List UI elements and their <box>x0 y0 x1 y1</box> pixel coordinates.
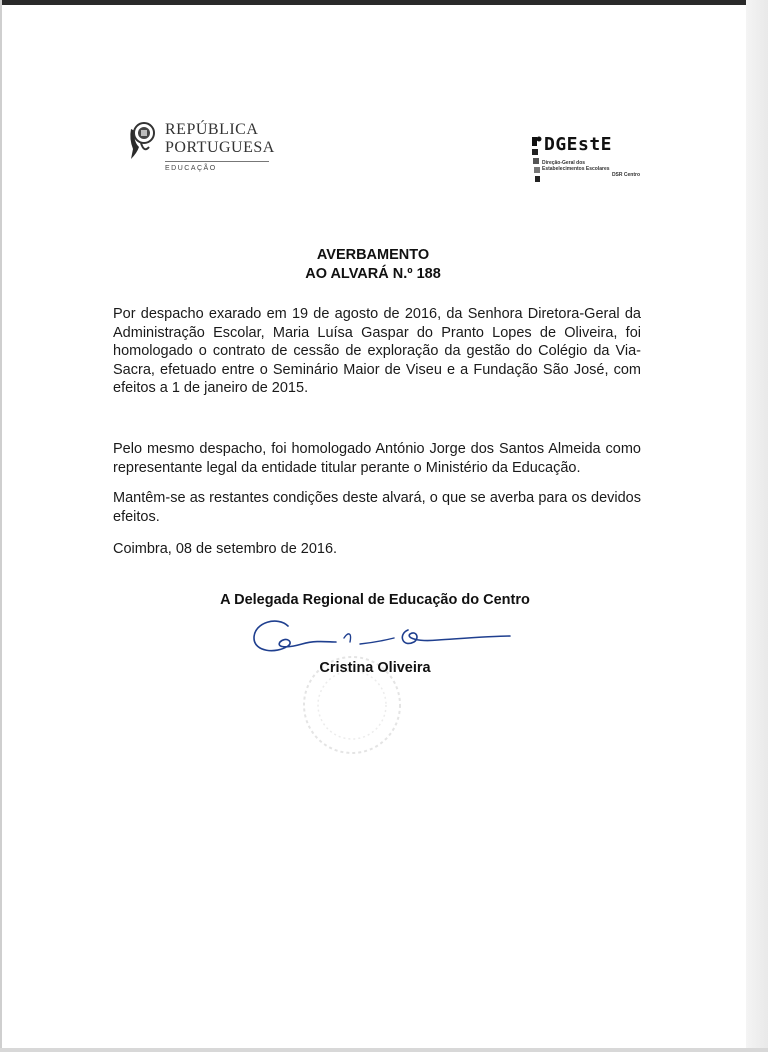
dgeste-logo <box>530 134 640 190</box>
rp-line2: PORTUGUESA <box>165 139 275 156</box>
scan-right-edge <box>746 0 768 1052</box>
dgeste-title: DGEstE <box>544 134 613 155</box>
handwritten-signature <box>248 612 518 664</box>
paragraph-despacho-text: Por despacho exarado em 19 de agosto de 2016, da Senhora Diretora-Geral da Administração Escolar, Maria Luísa Gaspar do Pranto Lopes de Oliveira, foi homologado o contrato de cessão de exploração da gestão do Colégio da Via-Sacra, efetuado entre o Seminário Maior de Viseu e a Fundação São José, com efeitos a 1 de janeiro de 2015. <box>113 306 641 396</box>
signer-title: A Delegada Regional de Educação do Centro <box>220 592 530 608</box>
document-title: AVERBAMENTO <box>316 247 430 263</box>
republica-portuguesa-logo <box>127 119 287 179</box>
paragraph-condicoes <box>113 489 641 526</box>
dgeste-sub-line1: Direção-Geral dos <box>542 160 586 166</box>
paragraph-representante <box>113 440 641 477</box>
paragraph-despacho <box>113 305 641 398</box>
scan-bottom-edge <box>0 1048 768 1052</box>
place-date-text: Coimbra, 08 de setembro de 2016. <box>113 541 338 557</box>
paragraph-condicoes-text: Mantêm-se as restantes condições deste alvará, o que se averba para os devidos efeitos. <box>113 490 641 525</box>
dgeste-sub-line2: Estabelecimentos Escolares <box>542 166 610 172</box>
paragraph-representante-text: Pelo mesmo despacho, foi homologado António Jorge dos Santos Almeida como representante legal da entidade titular perante o Ministério da Educação. <box>113 441 641 476</box>
dgeste-mark-icon <box>530 134 542 184</box>
portuguese-republic-emblem-icon <box>127 119 157 161</box>
signer-name: Cristina Oliveira <box>319 660 431 676</box>
dgeste-sub-line3: DSR Centro <box>611 172 640 178</box>
place-date <box>113 540 641 559</box>
document-subtitle: AO ALVARÁ N.º 188 <box>305 266 441 282</box>
scan-top-edge <box>0 0 768 5</box>
rp-line1: REPÚBLICA <box>165 121 259 138</box>
dgeste-subtitle <box>542 160 640 178</box>
rp-ministry-label: EDUCAÇÃO <box>165 165 217 172</box>
scan-left-edge <box>0 0 2 1052</box>
rp-divider <box>165 161 269 162</box>
